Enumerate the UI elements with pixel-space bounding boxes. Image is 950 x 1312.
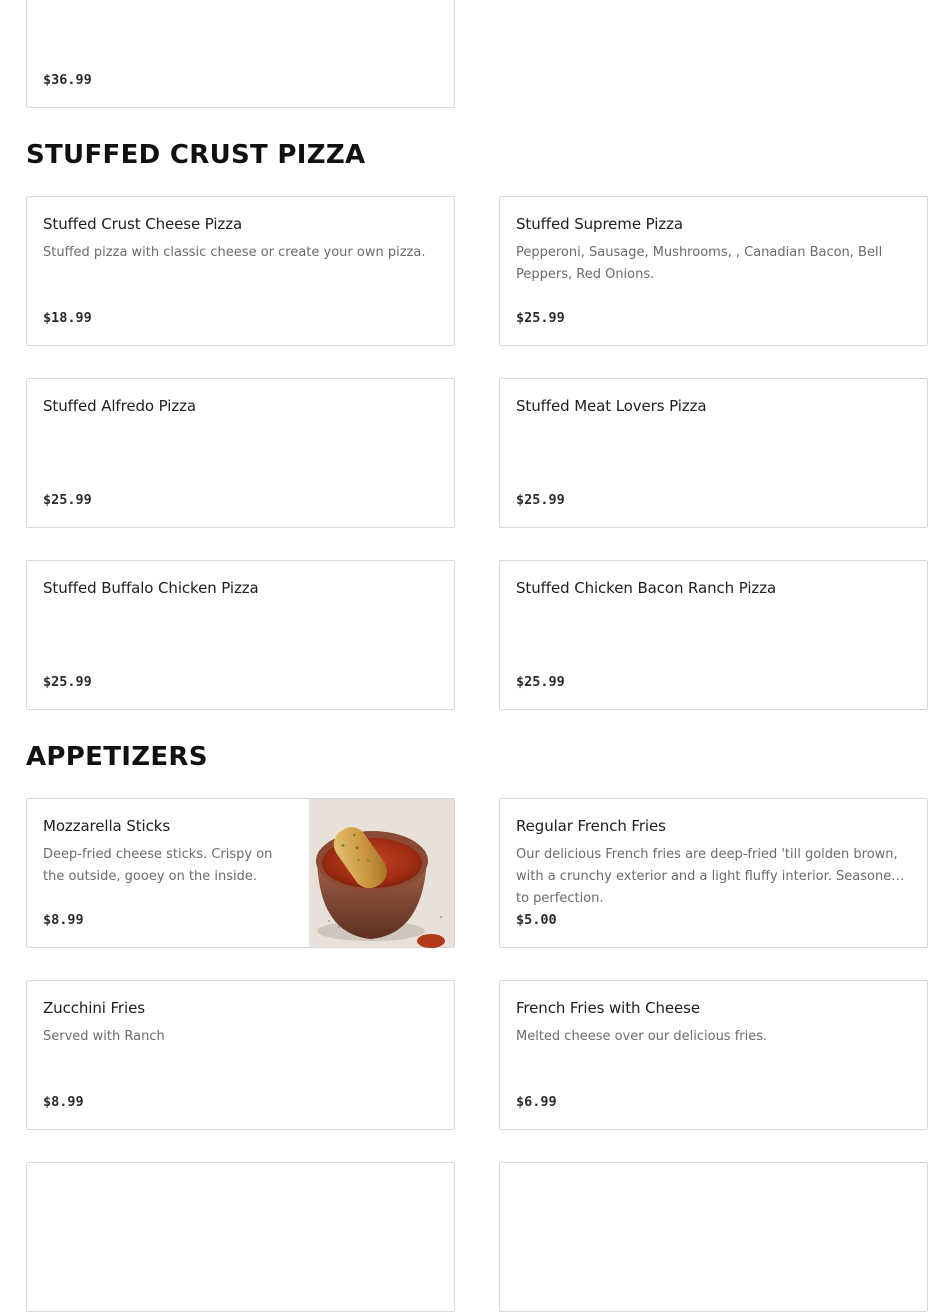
- item-price: $8.99: [43, 1094, 84, 1110]
- item-price: $18.99: [43, 310, 92, 326]
- item-name: Stuffed Buffalo Chicken Pizza: [43, 579, 259, 597]
- menu-item-card[interactable]: [499, 378, 928, 528]
- menu-item-card-partial[interactable]: [499, 1162, 928, 1312]
- item-name: Zucchini Fries: [43, 999, 145, 1017]
- menu-item-card[interactable]: [499, 560, 928, 710]
- item-price: $6.99: [516, 1094, 557, 1110]
- item-price: $25.99: [516, 310, 565, 326]
- item-name: Stuffed Crust Cheese Pizza: [43, 215, 243, 233]
- menu-item-card[interactable]: [499, 980, 928, 1130]
- section-title-stuffed-crust-pizza: STUFFED CRUST PIZZA: [26, 140, 366, 170]
- item-description: Stuffed pizza with classic cheese or create your own pizza.: [43, 245, 426, 260]
- item-image: [309, 799, 454, 947]
- menu-item-card[interactable]: [26, 378, 455, 528]
- item-description: Pepperoni, Sausage, Mushrooms, , Canadian Bacon, Bell Peppers, Red Onions.: [516, 245, 883, 282]
- mozzarella-stick-in-marinara-photo: [309, 799, 454, 947]
- item-name: Stuffed Alfredo Pizza: [43, 397, 196, 415]
- item-price: $25.99: [516, 492, 565, 508]
- item-price: $8.99: [43, 912, 84, 928]
- item-description: Served with Ranch: [43, 1029, 165, 1044]
- menu-item-card[interactable]: [26, 980, 455, 1130]
- item-description: Deep-fried cheese sticks. Crispy on the outside, gooey on the inside.: [43, 847, 273, 884]
- item-price: $25.99: [43, 492, 92, 508]
- menu-item-card[interactable]: [499, 196, 928, 346]
- item-name: Stuffed Chicken Bacon Ranch Pizza: [516, 579, 777, 597]
- item-name: Stuffed Supreme Pizza: [516, 215, 683, 233]
- item-description: Our delicious French fries are deep-fried 'till golden brown, with a crunchy exterior and a light fluffy interior. Seasoned to perfection.: [516, 847, 900, 906]
- item-price: $25.99: [43, 674, 92, 690]
- item-price: $5.00: [516, 912, 557, 928]
- menu-item-card[interactable]: [26, 798, 455, 948]
- menu-item-card[interactable]: [26, 196, 455, 346]
- section-title-appetizers: APPETIZERS: [26, 742, 208, 772]
- item-name: French Fries with Cheese: [516, 999, 700, 1017]
- menu-item-card-partial[interactable]: [26, 1162, 455, 1312]
- menu-item-card-partial[interactable]: [26, 0, 455, 108]
- item-price: $25.99: [516, 674, 565, 690]
- item-name: Mozzarella Sticks: [43, 817, 171, 835]
- item-price: $36.99: [43, 72, 92, 88]
- item-description: Melted cheese over our delicious fries.: [516, 1029, 768, 1044]
- menu-item-card[interactable]: [26, 560, 455, 710]
- menu-item-card[interactable]: [499, 798, 928, 948]
- item-name: Stuffed Meat Lovers Pizza: [516, 397, 707, 415]
- item-name: Regular French Fries: [516, 817, 666, 835]
